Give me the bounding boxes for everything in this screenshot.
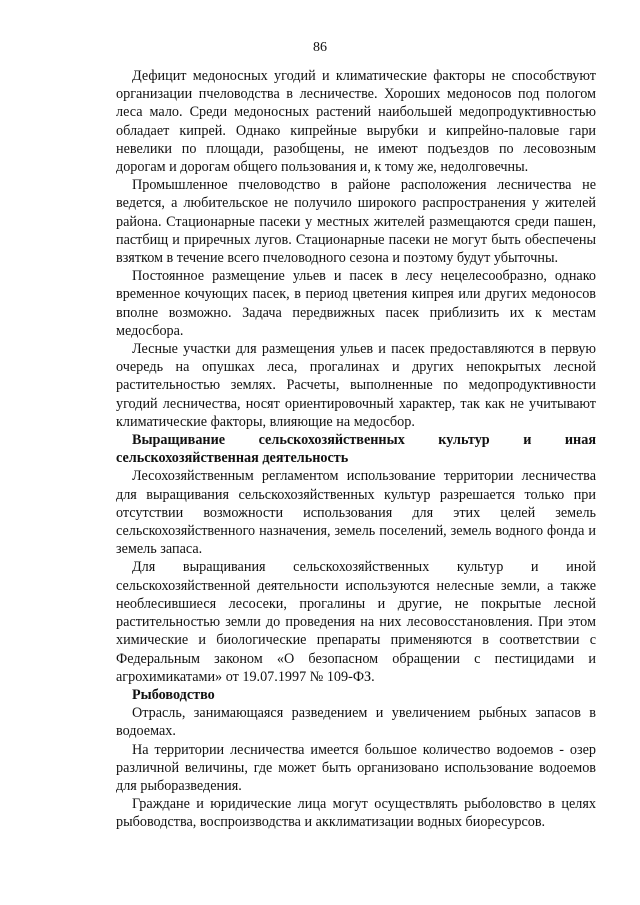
paragraph-fishing-rights: Граждане и юридические лица могут осуществлять рыболовство в целях рыбоводства, воспроизводства и акклиматизации водных биоресурсов. — [116, 796, 596, 831]
heading-fish-farming: Рыбоводство — [132, 686, 215, 703]
heading-agriculture: Выращивание сельскохозяйственных культур и иная сельскохозяйственная деятельность — [116, 432, 596, 467]
paragraph-fish-definition: Отрасль, занимающаяся разведением и увеличением рыбных запасов в водоемах. — [116, 705, 596, 740]
paragraph-forest-plots: Лесные участки для размещения ульев и пасек предоставляются в первую очередь на опушках леса, прогалинах и других непокрытых лесной растительностью землях. Расчеты, выполненные по медопродуктивности угодий лесничества, носят ориентировочный характер, так как не учитывают климатические факторы, влияющие на медосбор. — [116, 341, 596, 430]
paragraph-apiary-placement: Постоянное размещение ульев и пасек в лесу нецелесообразно, однако временное кочующих пасек, в период цветения кипрея или других медоносов вполне возможно. Задача передвижных пасек приблизить их к местам медосбора. — [116, 268, 596, 339]
page-content — [116, 67, 596, 832]
page-number: 86 — [313, 40, 327, 55]
paragraph-honey-deficit: Дефицит медоносных угодий и климатические факторы не способствуют организации пчеловодства в лесничестве. Хороших медоносов под пологом леса мало. Среди медоносных растений наибольшей медопродуктивностью обладает кипрей. Однако кипрейные вырубки и кипрейно-паловые гари невелики по площади, разобщены, не имеют подъездов по лесовозным дорогам и дорогам общего пользования и, к тому же, недолговечны. — [116, 68, 596, 176]
paragraph-industrial-beekeeping: Промышленное пчеловодство в районе расположения лесничества не ведется, а любительское не получило широкого распространения у жителей района. Стационарные пасеки у местных жителей размещаются среди пашен, пастбищ и приречных лугов. Стационарные пасеки не могут быть обеспечены взятком в течение всего пчеловодного сезона и поэтому будут убыточны. — [116, 177, 596, 267]
paragraph-forest-regulations: Лесохозяйственным регламентом использование территории лесничества для выращивания сельскохозяйственных культур разрешается только при отсутствии возможности использования для этих целей земель сельскохозяйственного назначения, земель поселений, земель водного фонда и земель запаса. — [116, 468, 596, 558]
paragraph-water-bodies: На территории лесничества имеется большое количество водоемов - озер различной величины, где может быть организовано использование водоемов для рыборазведения. — [116, 741, 596, 794]
paragraph-agricultural-lands: Для выращивания сельскохозяйственных культур и иной сельскохозяйственной деятельности используются нелесные земли, а также необлесившиеся лесосеки, прогалины и другие, не покрытые лесной растительностью земли до проведения на них лесовосстановления. При этом химические и биологические препараты применяются в соответствии с Федеральным законом «О безопасном обращении с пестицидами и агрохимикатами» от 19.07.1997 № 109-ФЗ. — [116, 559, 596, 685]
